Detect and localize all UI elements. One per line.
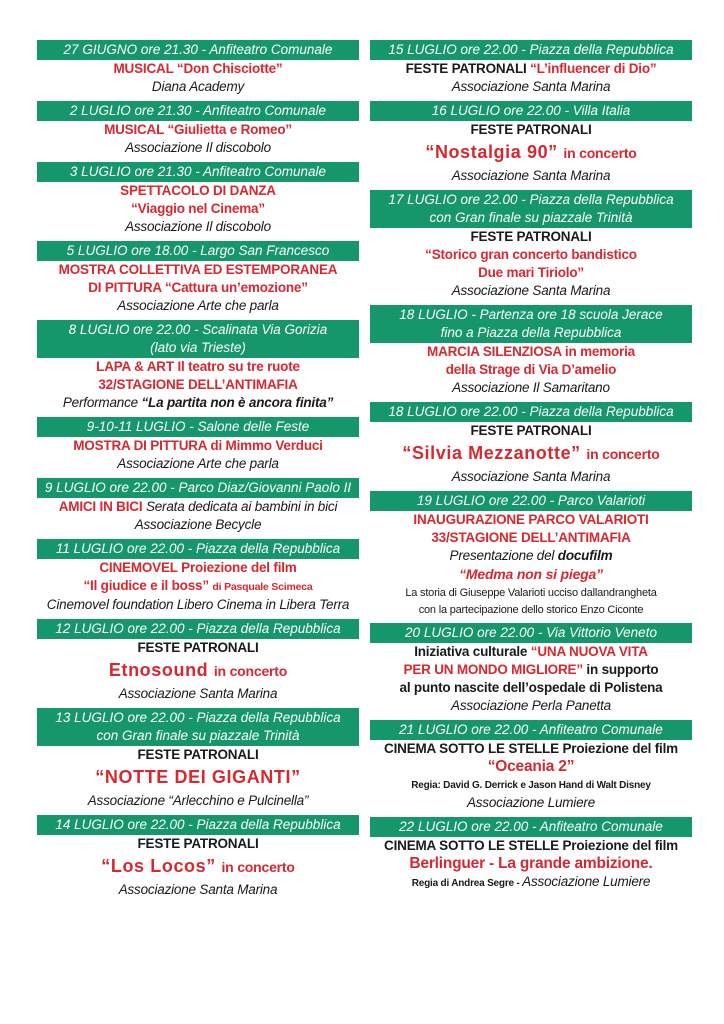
event-text-line (370, 440, 692, 468)
event-date-header-line: 19 LUGLIO ore 22.00 - Parco Valarioti (416, 493, 646, 508)
event-text-line (370, 379, 692, 397)
event-text-line (37, 746, 359, 764)
event-text-line (37, 279, 359, 297)
event-text: Associazione Santa Marina (451, 283, 611, 298)
event-text-line (370, 679, 692, 697)
event-block (370, 190, 692, 300)
event-text-line (37, 764, 359, 792)
event-text: FESTE PATRONALI (137, 747, 259, 762)
event-block (370, 623, 692, 715)
event-date-header (370, 305, 692, 343)
event-date-header-line: 13 LUGLIO ore 22.00 - Piazza della Repubblica (55, 710, 341, 725)
event-text-line (37, 437, 359, 455)
event-date-header (37, 539, 359, 559)
event-text-line (37, 139, 359, 157)
event-block (37, 40, 359, 96)
event-block (37, 708, 359, 810)
event-date-header-line: 17 LUGLIO ore 22.00 - Piazza della Repubblica (388, 192, 674, 207)
event-date-header (37, 478, 359, 498)
event-text: CINEMA SOTTO LE STELLE (384, 838, 563, 853)
event-text-line (370, 228, 692, 246)
event-text-line (37, 200, 359, 218)
event-text-line (37, 60, 359, 78)
event-block (37, 815, 359, 899)
event-text-line (370, 282, 692, 300)
event-text: 32/STAGIONE DELL’ANTIMAFIA (98, 377, 298, 392)
event-text-line (37, 121, 359, 139)
event-block (370, 101, 692, 185)
event-date-header-line: 15 LUGLIO ore 22.00 - Piazza della Repubblica (388, 42, 674, 57)
event-text-line (37, 792, 359, 810)
event-text: Associazione “Arlecchino e Pulcinella” (87, 793, 309, 808)
event-text: AMICI IN BICI (58, 499, 146, 514)
event-text-line (370, 468, 692, 486)
event-block (37, 162, 359, 236)
event-text: Associazione Lumiere (522, 874, 651, 889)
event-block (37, 320, 359, 412)
event-block (370, 402, 692, 486)
event-date-header (37, 708, 359, 746)
event-text: al punto nascite dell’ospedale di Polistena (399, 680, 663, 695)
event-text-line (370, 855, 692, 873)
event-text: Associazione Santa Marina (451, 469, 611, 484)
event-date-header (370, 720, 692, 740)
event-text-line (37, 261, 359, 279)
event-date-header-line: (lato via Trieste) (150, 340, 246, 355)
event-text-line (370, 776, 692, 794)
event-date-header (37, 815, 359, 835)
event-block (370, 817, 692, 893)
event-text-line (370, 584, 692, 601)
event-text-line (370, 758, 692, 776)
event-block (37, 478, 359, 534)
event-date-header-line: 11 LUGLIO ore 22.00 - Piazza della Repubblica (55, 541, 341, 556)
event-date-header (370, 101, 692, 121)
event-text-line (370, 139, 692, 167)
event-text: Associazione Arte che parla (117, 456, 279, 471)
event-date-header (37, 40, 359, 60)
event-text: Proiezione del film (562, 741, 678, 756)
event-text-line (370, 361, 692, 379)
event-text: Serata dedicata ai bambini in bici (145, 499, 338, 514)
event-date-header (37, 320, 359, 358)
event-text-line (37, 394, 359, 412)
event-text: Associazione Santa Marina (451, 79, 611, 94)
event-text-line (370, 661, 692, 679)
event-text: “La partita non è ancora finita” (141, 395, 334, 410)
event-date-header-line: 18 LUGLIO - Partenza ore 18 scuola Jerace (399, 307, 663, 322)
left-column (37, 40, 359, 904)
event-block (37, 417, 359, 473)
event-text-line (37, 881, 359, 899)
event-text-line (370, 643, 692, 661)
event-text: Associazione Santa Marina (118, 686, 278, 701)
event-text: LAPA & ART Il teatro su tre ruote (96, 359, 300, 374)
event-block (37, 101, 359, 157)
event-text: “Viaggio nel Cinema” (131, 201, 265, 216)
event-date-header-line: 16 LUGLIO ore 22.00 - Villa Italia (431, 103, 631, 118)
event-text: in concerto (221, 859, 295, 875)
event-block (37, 619, 359, 703)
event-text: Etnosound (108, 660, 214, 680)
event-text: MARCIA SILENZIOSA in memoria (427, 344, 635, 359)
event-text-line (37, 358, 359, 376)
event-text: DI PITTURA “Cattura un’emozione” (88, 280, 308, 295)
event-date-header-line: con Gran finale su piazzale Trinità (96, 728, 300, 743)
event-text: in concerto (586, 446, 660, 462)
event-date-header-line: 5 LUGLIO ore 18.00 - Largo San Francesco (66, 243, 330, 258)
event-text-line (37, 182, 359, 200)
event-text: Presentazione del (449, 548, 558, 563)
event-text-line (370, 873, 692, 893)
event-text-line (37, 853, 359, 881)
event-text: Cinemovel foundation Libero Cinema in Libera Terra (46, 597, 350, 612)
event-text: MOSTRA COLLETTIVA ED ESTEMPORANEA (58, 262, 338, 277)
event-date-header (370, 817, 692, 837)
event-text: Associazione Lumiere (466, 795, 596, 810)
event-text: Associazione Arte che parla (117, 298, 279, 313)
event-text: docufilm (557, 548, 613, 563)
event-text: MUSICAL “Giulietta e Romeo” (104, 122, 292, 137)
event-date-header-line: 22 LUGLIO ore 22.00 - Anfiteatro Comunale (399, 819, 663, 834)
event-text-line (370, 529, 692, 547)
event-text: FESTE PATRONALI (470, 423, 592, 438)
event-text-line (370, 78, 692, 96)
event-text: di Pasquale Scimeca (212, 581, 313, 593)
event-text: Associazione Santa Marina (451, 168, 611, 183)
event-text: MUSICAL “Don Chisciotte” (113, 61, 283, 76)
event-text-line (37, 639, 359, 657)
event-text: Regia: David G. Derrick e Jason Hand di Walt Disney (411, 780, 651, 791)
event-date-header-line: 8 LUGLIO ore 22.00 - Scalinata Via Gorizia (68, 322, 328, 337)
event-date-header-line: 18 LUGLIO ore 22.00 - Piazza della Repubblica (388, 404, 674, 419)
event-text-line (370, 167, 692, 185)
event-text: in concerto (563, 145, 637, 161)
event-text-line (370, 697, 692, 715)
event-block (37, 241, 359, 315)
event-date-header (370, 190, 692, 228)
event-text: della Strage di Via D’amelio (445, 362, 617, 377)
event-text-line (370, 601, 692, 618)
event-text: FESTE PATRONALI (137, 640, 259, 655)
event-text: “UNA NUOVA VITA (530, 644, 648, 659)
event-text-line (37, 835, 359, 853)
event-text-line (370, 422, 692, 440)
event-date-header (370, 623, 692, 643)
event-text: “Silvia Mezzanotte” (402, 443, 587, 463)
event-text: FESTE PATRONALI (405, 61, 531, 76)
event-text-line (370, 246, 692, 264)
event-text: “L’influencer di Dio” (530, 61, 657, 76)
event-date-header-line: 2 LUGLIO ore 21.30 - Anfiteatro Comunale (69, 103, 327, 118)
event-date-header (370, 40, 692, 60)
event-block (370, 40, 692, 96)
event-text-line (37, 596, 359, 614)
event-date-header (37, 417, 359, 437)
right-column (370, 40, 692, 898)
event-text-line (370, 60, 692, 78)
event-date-header (370, 402, 692, 422)
event-text-line (37, 657, 359, 685)
event-text-line (370, 794, 692, 812)
event-date-header-line: 9 LUGLIO ore 22.00 - Parco Diaz/Giovanni Paolo II (44, 480, 352, 495)
event-text: FESTE PATRONALI (470, 122, 592, 137)
event-text: Associazione Il Samaritano (452, 380, 610, 395)
event-text-line (37, 218, 359, 236)
event-text-line (370, 511, 692, 529)
event-date-header (37, 241, 359, 261)
event-date-header-line: con Gran finale su piazzale Trinità (429, 210, 633, 225)
event-text: Iniziativa culturale (414, 644, 531, 659)
event-date-header (37, 101, 359, 121)
event-date-header-line: 12 LUGLIO ore 22.00 - Piazza della Repubblica (55, 621, 341, 636)
event-text: “Storico gran concerto bandistico (425, 247, 637, 262)
event-text-line (370, 121, 692, 139)
event-text-line (37, 297, 359, 315)
event-text: CINEMOVEL Proiezione del film (99, 560, 297, 575)
event-text: Associazione Il discobolo (125, 219, 271, 234)
event-text-line (370, 343, 692, 361)
event-text: INAUGURAZIONE PARCO VALARIOTI (413, 512, 649, 527)
event-text-line (37, 498, 359, 516)
event-text-line (37, 685, 359, 703)
event-text-line (370, 264, 692, 282)
event-text: in concerto (213, 663, 288, 679)
event-text: FESTE PATRONALI (137, 836, 259, 851)
event-text: “Il giudice e il boss” (83, 578, 213, 593)
event-text-line (370, 740, 692, 758)
event-text: “Medma non si piega” (459, 566, 603, 582)
event-text: Associazione Becycle (134, 517, 262, 532)
event-block (370, 305, 692, 397)
event-text-line (37, 455, 359, 473)
event-block (37, 539, 359, 614)
event-text-line (37, 78, 359, 96)
event-text-line (37, 376, 359, 394)
event-text: Diana Academy (151, 79, 245, 94)
event-text: Due mari Tiriolo” (478, 265, 584, 280)
event-text: SPETTACOLO DI DANZA (120, 183, 276, 198)
event-text-line (370, 837, 692, 855)
event-date-header-line: 21 LUGLIO ore 22.00 - Anfiteatro Comunale (399, 722, 663, 737)
event-date-header-line: 9-10-11 LUGLIO - Salone delle Feste (86, 419, 310, 434)
event-text: in supporto (582, 662, 659, 677)
event-date-header-line: fino a Piazza della Repubblica (440, 325, 622, 340)
event-text-line (37, 577, 359, 596)
event-text-line (37, 516, 359, 534)
event-block (370, 720, 692, 812)
event-text-line (370, 565, 692, 584)
event-date-header-line: 20 LUGLIO ore 22.00 - Via Vittorio Veneto (405, 625, 657, 640)
event-text-line (37, 559, 359, 577)
event-text: Associazione Perla Panetta (451, 698, 611, 713)
event-text: CINEMA SOTTO LE STELLE (384, 741, 563, 756)
event-date-header (37, 619, 359, 639)
event-text: 33/STAGIONE DELL’ANTIMAFIA (431, 530, 631, 545)
event-text: La storia di Giuseppe Valarioti ucciso dallandrangheta (405, 587, 657, 599)
event-text: “Oceania 2” (487, 758, 575, 775)
event-text: MOSTRA DI PITTURA di Mimmo Verduci (73, 438, 323, 453)
event-block (370, 491, 692, 618)
event-text: Performance (62, 395, 142, 410)
event-date-header-line: 3 LUGLIO ore 21.30 - Anfiteatro Comunale (69, 164, 327, 179)
event-text-line (370, 547, 692, 565)
event-text: Associazione Santa Marina (118, 882, 278, 897)
event-text: Regia di Andrea Segre - (411, 878, 523, 889)
event-text: Berlinguer - La grande ambizione. (409, 855, 653, 872)
event-text: PER UN MONDO MIGLIORE” (403, 662, 583, 677)
event-text: con la partecipazione dello storico Enzo Ciconte (418, 604, 644, 616)
event-text: Proiezione del film (562, 838, 678, 853)
event-text: “Nostalgia 90” (425, 142, 564, 162)
event-date-header-line: 14 LUGLIO ore 22.00 - Piazza della Repubblica (55, 817, 341, 832)
event-text: FESTE PATRONALI (470, 229, 592, 244)
event-text: “NOTTE DEI GIGANTI” (95, 767, 301, 787)
event-date-header-line: 27 GIUGNO ore 21.30 - Anfiteatro Comunale (63, 42, 333, 57)
event-date-header (370, 491, 692, 511)
event-date-header (37, 162, 359, 182)
event-text: “Los Locos” (101, 856, 222, 876)
event-text: Associazione Il discobolo (125, 140, 271, 155)
